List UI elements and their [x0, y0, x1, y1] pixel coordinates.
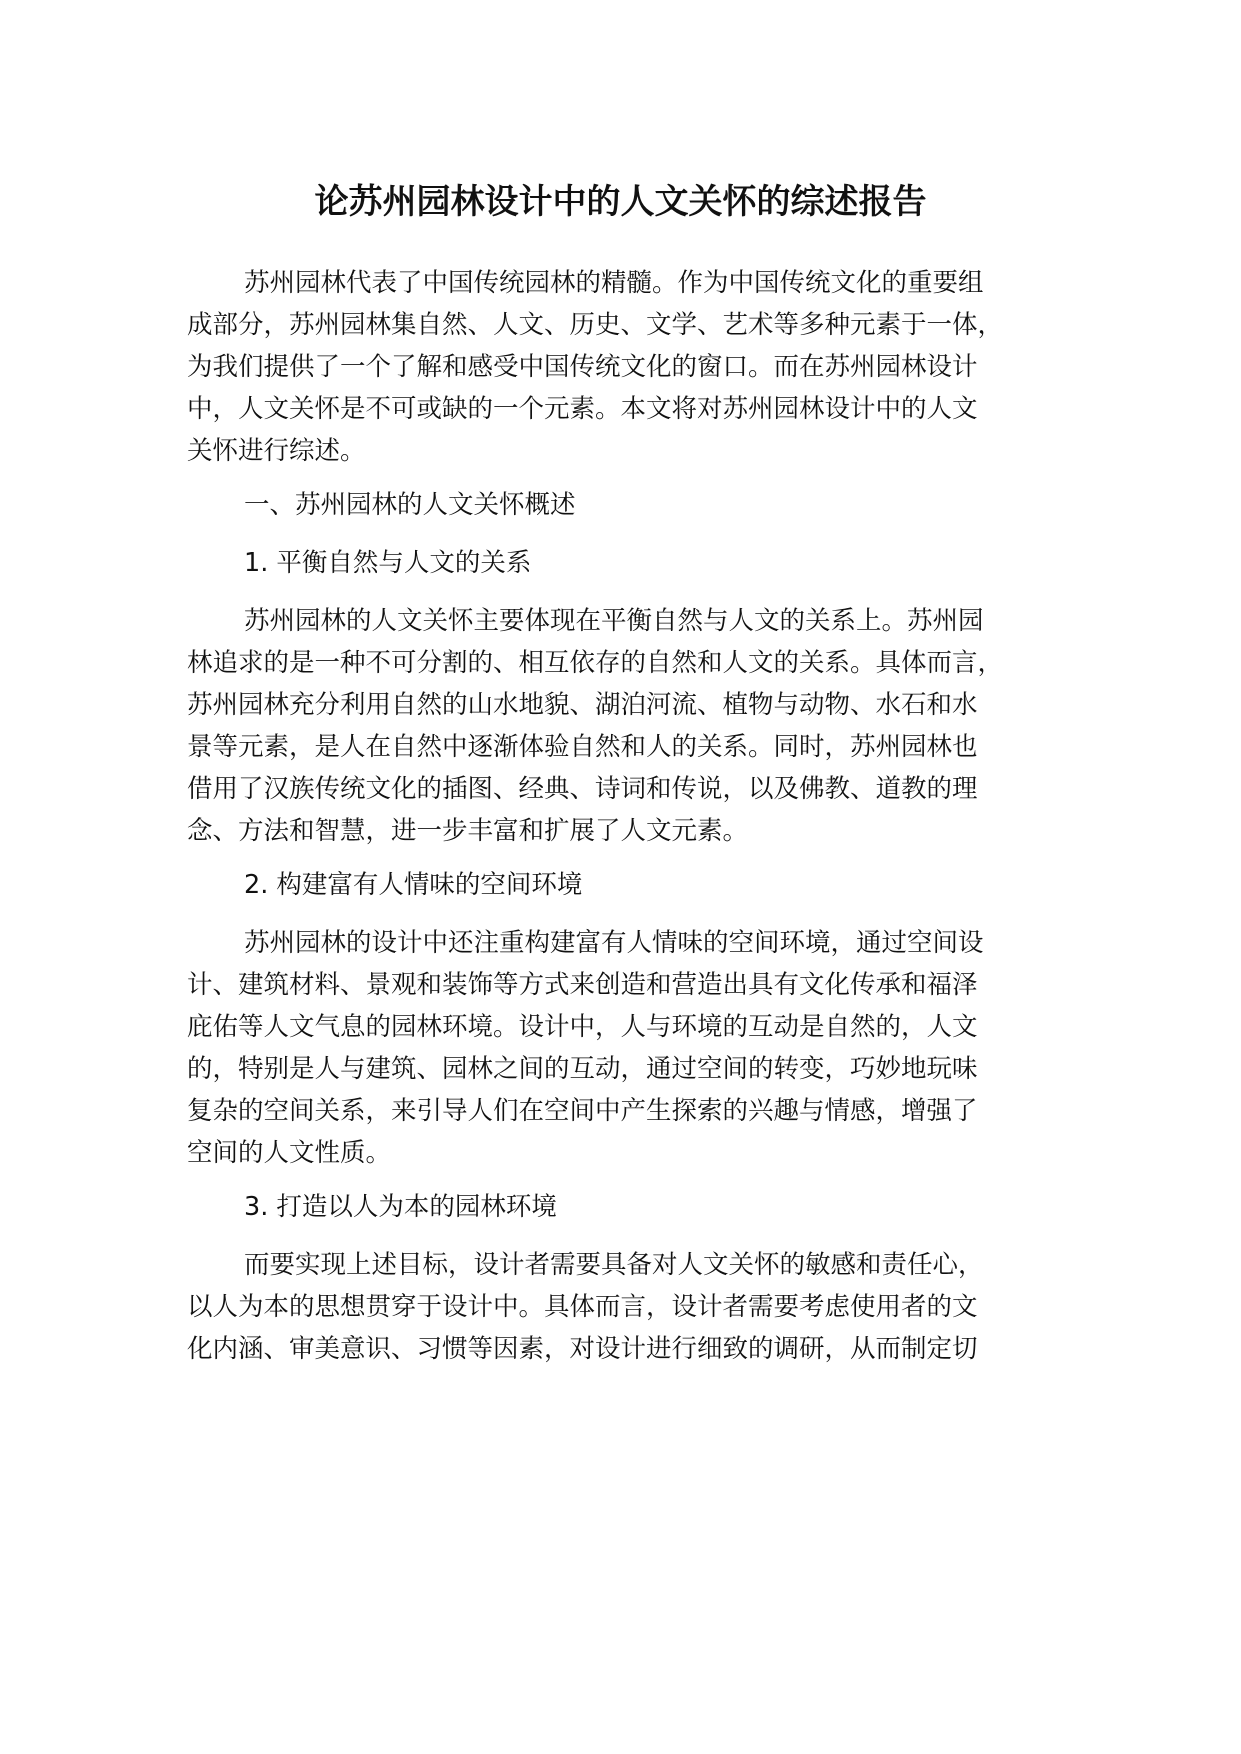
paragraph-line: 成部分，苏州园林集自然、人文、历史、文学、艺术等多种元素于一体， [187, 310, 1004, 340]
subsection-paragraph [187, 1244, 1067, 1370]
paragraph-line: 念、方法和智慧，进一步丰富和扩展了人文元素。 [187, 816, 749, 846]
paragraph-line: 为我们提供了一个了解和感受中国传统文化的窗口。而在苏州园林设计 [187, 352, 978, 382]
paragraph-line: 计、建筑材料、景观和装饰等方式来创造和营造出具有文化传承和福泽 [187, 970, 978, 1000]
paragraph-line: 而要实现上述目标，设计者需要具备对人文关怀的敏感和责任心， [244, 1250, 984, 1280]
paragraph-line: 关怀进行综述。 [187, 436, 366, 466]
subsection-heading: 3. 打造以人为本的园林环境 [244, 1192, 557, 1222]
paragraph-line: 苏州园林的人文关怀主要体现在平衡自然与人文的关系上。苏州园 [244, 606, 984, 636]
paragraph-line: 苏州园林代表了中国传统园林的精髓。作为中国传统文化的重要组 [244, 268, 984, 298]
subsection-paragraph [187, 922, 1067, 1174]
subsection-heading: 2. 构建富有人情味的空间环境 [244, 870, 583, 900]
subsection-paragraph [187, 600, 1067, 852]
paragraph-line: 复杂的空间关系，来引导人们在空间中产生探索的兴趣与情感，增强了 [187, 1096, 978, 1126]
paragraph-line: 以人为本的思想贯穿于设计中。具体而言，设计者需要考虑使用者的文 [187, 1292, 978, 1322]
paragraph-line: 庇佑等人文气息的园林环境。设计中，人与环境的互动是自然的，人文 [187, 1012, 978, 1042]
paragraph-line: 的，特别是人与建筑、园林之间的互动，通过空间的转变，巧妙地玩味 [187, 1054, 978, 1084]
paragraph-line: 中，人文关怀是不可或缺的一个元素。本文将对苏州园林设计中的人文 [187, 394, 978, 424]
paragraph-line: 苏州园林的设计中还注重构建富有人情味的空间环境，通过空间设 [244, 928, 984, 958]
paragraph-line: 景等元素，是人在自然中逐渐体验自然和人的关系。同时，苏州园林也 [187, 732, 978, 762]
paragraph-line: 林追求的是一种不可分割的、相互依存的自然和人文的关系。具体而言， [187, 648, 1004, 678]
paragraph-line: 借用了汉族传统文化的插图、经典、诗词和传说，以及佛教、道教的理 [187, 774, 978, 804]
paragraph-line: 化内涵、审美意识、习惯等因素，对设计进行细致的调研，从而制定切 [187, 1334, 978, 1364]
paragraph-line: 苏州园林充分利用自然的山水地貌、湖泊河流、植物与动物、水石和水 [187, 690, 978, 720]
document-title: 论苏州园林设计中的人文关怀的综述报告 [314, 182, 927, 222]
subsection-heading: 1. 平衡自然与人文的关系 [244, 548, 532, 578]
section-heading: 一、苏州园林的人文关怀概述 [244, 490, 576, 520]
intro-paragraph [187, 262, 1067, 472]
paragraph-line: 空间的人文性质。 [187, 1138, 392, 1168]
